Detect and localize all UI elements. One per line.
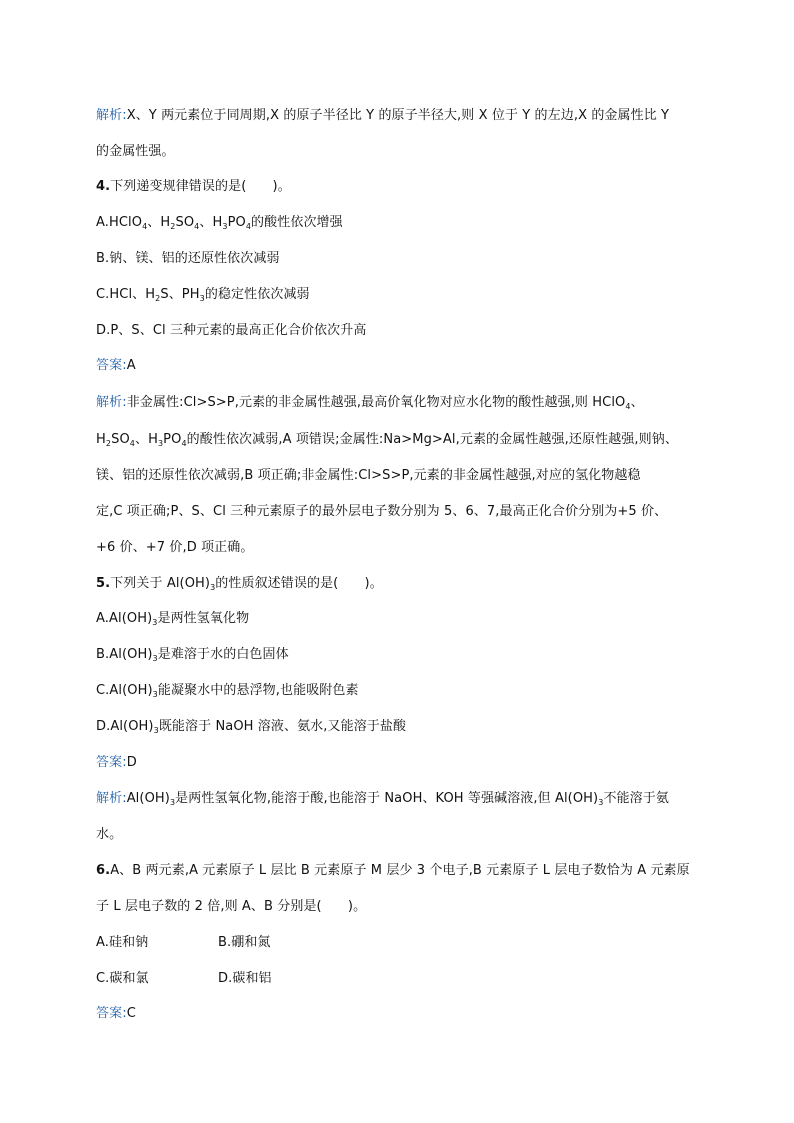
q5-option-b: $B.Al(OH)_3$是难溶于水的白色固体 <box>96 647 289 663</box>
q5-option-c: $C.Al(OH)_3$能凝聚水中的悬浮物,也能吸附色素 <box>96 683 359 699</box>
answer-label: 答案: <box>96 358 127 373</box>
q4-option-d: D.P、S、Cl 三种元素的最高正化合价依次升高 <box>96 323 367 338</box>
analysis-label: 解析: <box>96 108 127 123</box>
q5-stem: 5.下列关于 $Al(OH)_3$的性质叙述错误的是( )。 <box>96 576 383 592</box>
q6-options-row-1 <box>96 934 396 952</box>
q5-analysis-line-1: 解析$:Al(OH)_3$是两性氢氧化物,能溶于酸,也能溶于 NaOH、KOH 等强碱溶液,但 $Al(OH)_3$不能溶于氨 <box>96 791 669 807</box>
q6-answer: 答案:C <box>96 1006 136 1021</box>
q6-option-a: A.硅和钠 <box>96 935 149 950</box>
q4-analysis-line-4: 定,C 项正确;P、S、Cl 三种元素原子的最外层电子数分别为 5、6、7,最高正化合价分别为+5 价、 <box>96 504 668 519</box>
q6-option-d: D.碳和铝 <box>218 971 272 986</box>
q6-options-row-2 <box>96 970 396 988</box>
q6-number: 6. <box>96 863 111 878</box>
q6-option-c: C.碳和氯 <box>96 971 149 986</box>
q4-answer: 答案:A <box>96 358 136 373</box>
q4-option-c: C.HCl、$H_2S$、$PH_3$的稳定性依次减弱 <box>96 287 310 303</box>
q4-analysis-line-2: $H_2SO_4$、$H_3PO_4$的酸性依次减弱,A 项错误;金属性:Na>Mg>Al,元素的金属性越强,还原性越强,则钠、 <box>96 432 678 448</box>
analysis-label: 解析: <box>96 395 127 410</box>
q4-option-b: B.钠、镁、铝的还原性依次减弱 <box>96 251 280 266</box>
answer-label: 答案: <box>96 755 127 770</box>
q4-stem: 4.下列递变规律错误的是( )。 <box>96 179 291 194</box>
q4-analysis-line-1: 解析:非金属性:Cl>S>P,元素的非金属性越强,最高价氧化物对应水化物的酸性越强,则 HClO$_4$、 <box>96 395 644 411</box>
q5-number: 5. <box>96 576 111 591</box>
q5-option-d: $D.Al(OH)_3$既能溶于 NaOH 溶液、氨水,又能溶于盐酸 <box>96 719 407 735</box>
q4-analysis-line-5: +6 价、+7 价,D 项正确。 <box>96 540 254 555</box>
q5-answer: 答案:D <box>96 755 137 770</box>
q5-option-a: $A.Al(OH)_3$是两性氢氧化物 <box>96 611 250 627</box>
answer-label: 答案: <box>96 1006 127 1021</box>
q5-analysis-line-2: 水。 <box>96 827 123 842</box>
q6-stem-line-1: 6.A、B 两元素,A 元素原子 L 层比 B 元素原子 M 层少 3 个电子,B 元素原子 L 层电子数恰为 A 元素原 <box>96 863 690 878</box>
q6-stem-line-2: 子 L 层电子数的 2 倍,则 A、B 分别是( )。 <box>96 899 367 914</box>
q6-option-b: B.硼和氮 <box>218 935 271 950</box>
q4-option-a: A.HClO$_4$、$H_2SO_4$、$H_3PO_4$的酸性依次增强 <box>96 215 343 231</box>
prev-analysis-line-1: 解析:X、Y 两元素位于同周期,X 的原子半径比 Y 的原子半径大,则 X 位于 Y 的左边,X 的金属性比 Y <box>96 108 670 123</box>
analysis-label: 解析: <box>96 791 127 806</box>
prev-analysis-line-2: 的金属性强。 <box>96 144 175 159</box>
q4-number: 4. <box>96 179 111 194</box>
q4-analysis-line-3: 镁、铝的还原性依次减弱,B 项正确;非金属性:Cl>S>P,元素的非金属性越强,对应的氢化物越稳 <box>96 468 641 483</box>
